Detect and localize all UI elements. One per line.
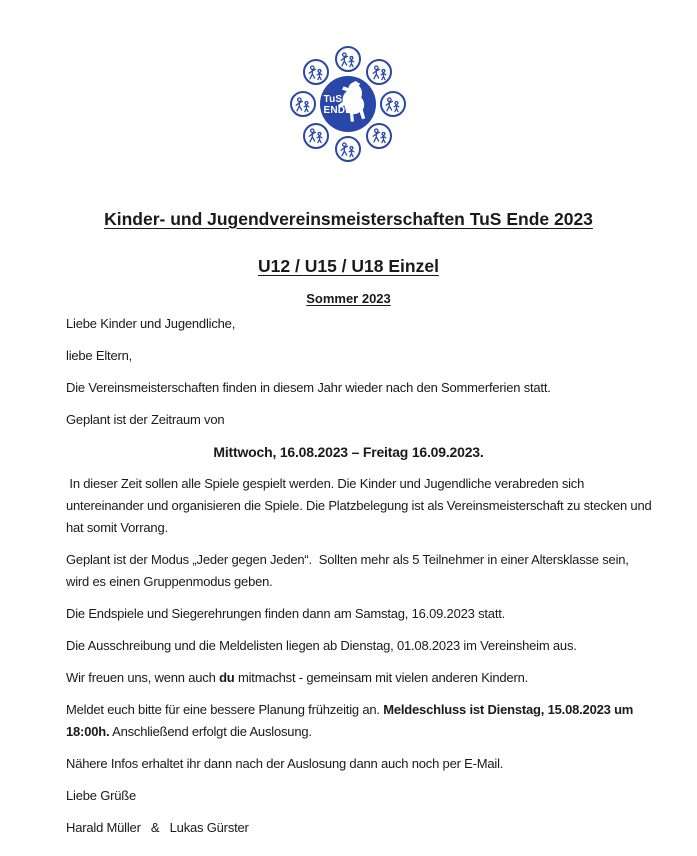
letter-body	[0, 308, 697, 839]
closing: Liebe Grüße	[66, 788, 137, 803]
salutation-children: Liebe Kinder und Jugendliche,	[66, 316, 236, 331]
salutation-parents: liebe Eltern,	[66, 348, 133, 363]
logo-satellite-circle	[335, 136, 361, 162]
athletes-figures-icon	[338, 50, 357, 69]
paragraph-intro: Die Vereinsmeisterschaften finden in diesem Jahr wieder nach den Sommerferien statt.	[66, 380, 551, 395]
logo-satellite-circle	[290, 91, 316, 117]
athletes-figures-icon	[306, 63, 325, 82]
logo-satellite-circle	[335, 46, 361, 72]
date-range: Mittwoch, 16.08.2023 – Freitag 16.09.2023.	[213, 444, 484, 460]
paragraph-deadline	[66, 699, 653, 743]
club-logo	[291, 41, 407, 163]
paragraph-timeframe-lead: Geplant ist der Zeitraum von	[66, 412, 225, 427]
club-name-line1: TuS	[323, 94, 343, 105]
paragraph-timeframe-details: In dieser Zeit sollen alle Spiele gespielt werden. Die Kinder und Jugendliche verabreden sich untereinander und organisieren die Spiele. Die Platzbelegung ist als Vereinsmeisterschaft zu stecken und hat somit Vorrang.	[66, 476, 655, 535]
document-title: Kinder- und Jugendvereinsmeisterschaften TuS Ende 2023	[104, 209, 593, 229]
club-name-line2: ENDE	[323, 104, 353, 116]
athletes-figures-icon	[293, 95, 312, 114]
paragraph-finals: Die Endspiele und Siegerehrungen finden dann am Samstag, 16.09.2023 statt.	[66, 606, 506, 621]
join-text-pre: Wir freuen uns, wenn auch	[66, 670, 220, 685]
deadline-text-post: Anschließend erfolgt die Auslosung.	[109, 724, 312, 739]
athletes-figures-icon	[338, 140, 357, 159]
athletes-figures-icon	[306, 126, 325, 145]
paragraph-further-info: Nähere Infos erhaltet ihr dann nach der Auslosung dann auch noch per E-Mail.	[66, 756, 504, 771]
deadline-text-pre: Meldet euch bitte für eine bessere Planung frühzeitig an.	[66, 702, 384, 717]
paragraph-join	[66, 667, 653, 689]
logo-satellite-circle	[380, 91, 406, 117]
athletes-figures-icon	[370, 126, 389, 145]
logo-center-circle	[320, 76, 376, 132]
signature: Harald Müller & Lukas Gürster	[66, 820, 249, 835]
athletes-figures-icon	[370, 63, 389, 82]
logo-satellite-circle	[303, 123, 329, 149]
paragraph-mode: Geplant ist der Modus „Jeder gegen Jeden“. Sollten mehr als 5 Teilnehmer in einer Altersklasse sein, wird es einen Gruppenmodus geben.	[66, 552, 633, 589]
join-text-bold: du	[219, 670, 235, 685]
club-name	[324, 95, 353, 116]
join-text-post: mitmachst - gemeinsam mit vielen anderen Kindern.	[234, 670, 529, 685]
document-subtitle: U12 / U15 / U18 Einzel	[258, 256, 439, 276]
season-heading: Sommer 2023	[306, 291, 391, 306]
athletes-figures-icon	[383, 95, 402, 114]
paragraph-registration-lists: Die Ausschreibung und die Meldelisten liegen ab Dienstag, 01.08.2023 im Vereinsheim aus.	[66, 638, 577, 653]
logo-satellite-circle	[303, 59, 329, 85]
deadline-text-bold: Meldeschluss ist Dienstag, 15.08.2023 um 18:00h.	[66, 702, 637, 739]
